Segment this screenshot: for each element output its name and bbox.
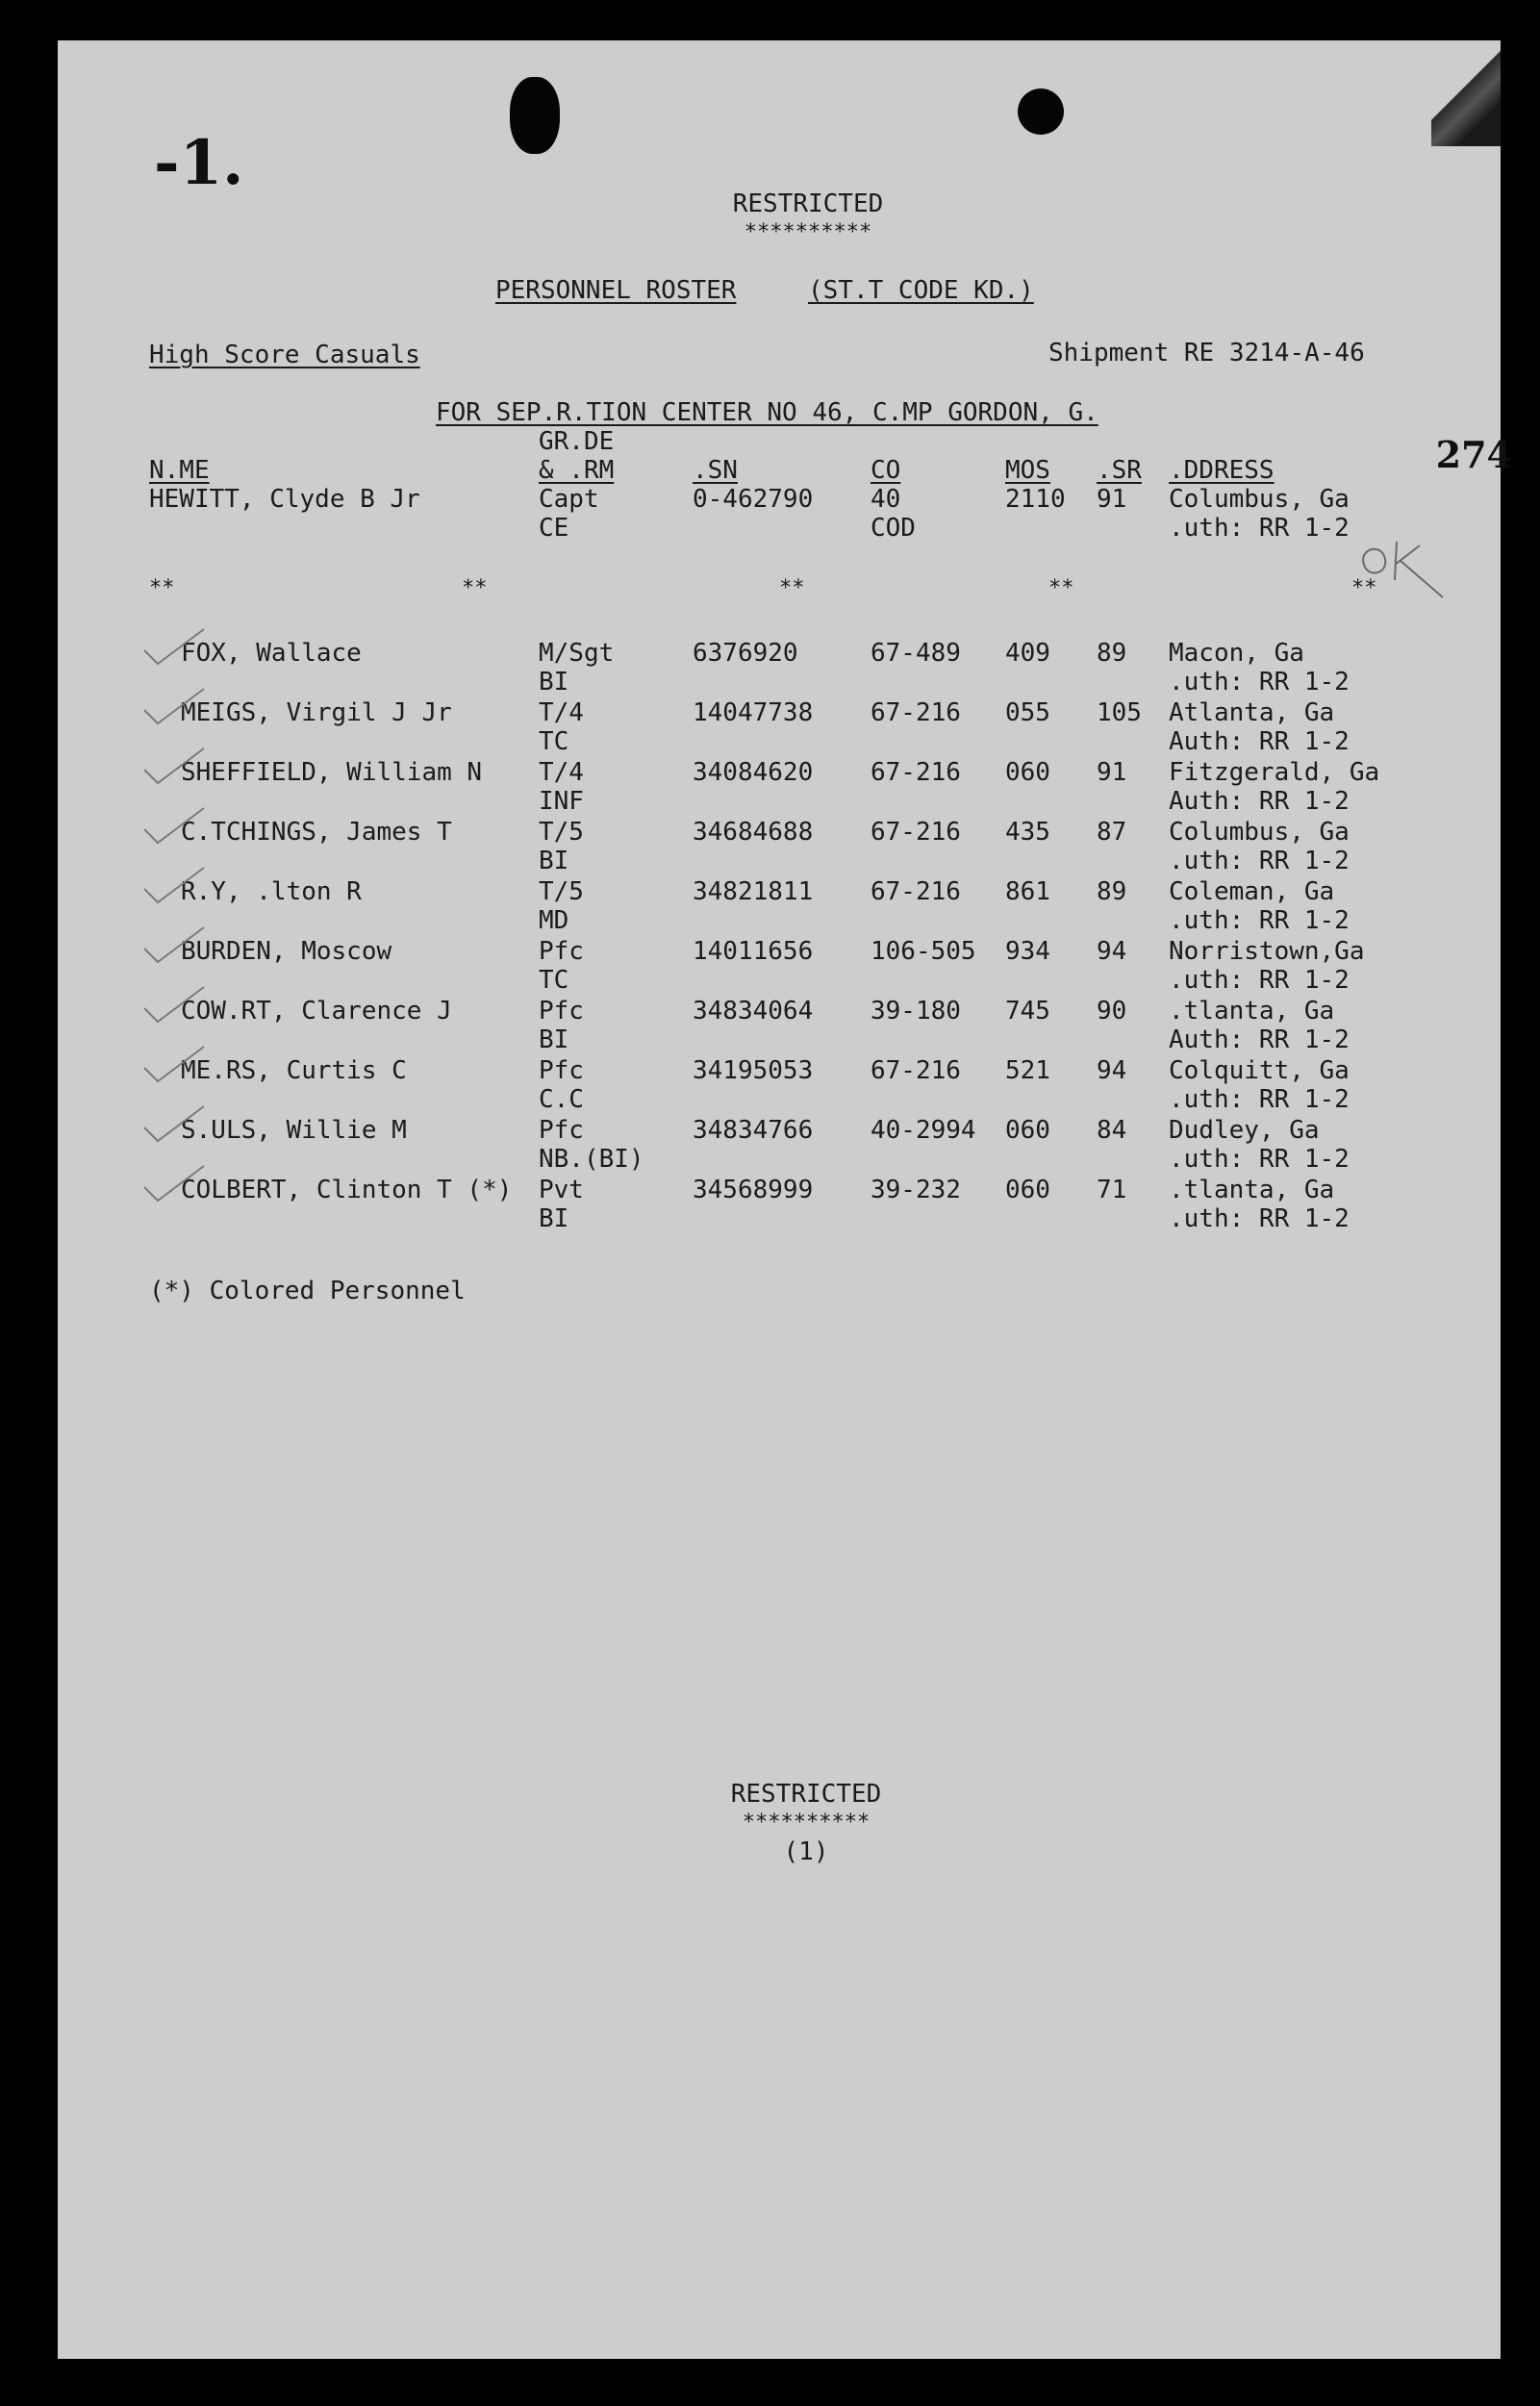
- col-co: CO: [871, 456, 901, 485]
- row-co: 67-216: [871, 818, 961, 847]
- row-asr: 90: [1097, 997, 1127, 1026]
- row-auth: Auth: RR 1-2: [1169, 727, 1350, 756]
- row-asn: 34195053: [693, 1056, 814, 1085]
- corner-handwritten-mark: -1.: [154, 127, 244, 199]
- row-mos: 934: [1005, 937, 1050, 966]
- row-name: MEIGS, Virgil J Jr: [181, 698, 452, 727]
- row-co: 39-232: [871, 1176, 961, 1204]
- col-address: .DDRESS: [1169, 456, 1275, 485]
- officer-name: HEWITT, Clyde B Jr: [149, 485, 420, 514]
- row-asr: 89: [1097, 639, 1127, 668]
- row-auth: .uth: RR 1-2: [1169, 906, 1350, 935]
- col-grade-bottom: & .RM: [539, 456, 615, 485]
- check-mark-icon: [140, 685, 208, 729]
- check-mark-icon: [140, 924, 208, 968]
- row-address: Coleman, Ga: [1169, 877, 1335, 906]
- row-grade: T/4: [539, 758, 584, 787]
- row-grade: Pfc: [539, 937, 584, 966]
- row-grade: Pfc: [539, 1056, 584, 1085]
- col-grade-top: GR.DE: [539, 427, 615, 456]
- row-asr: 87: [1097, 818, 1127, 847]
- classification-top: RESTRICTED: [732, 190, 884, 218]
- row-address: Fitzgerald, Ga: [1169, 758, 1380, 787]
- page-number: (1): [783, 1837, 829, 1866]
- row-asn: 34821811: [693, 877, 814, 906]
- row-address: Columbus, Ga: [1169, 818, 1350, 847]
- row-mos: 055: [1005, 698, 1050, 727]
- check-mark-icon: [140, 864, 208, 908]
- row-arm: MD: [539, 906, 569, 935]
- row-auth: Auth: RR 1-2: [1169, 787, 1350, 816]
- row-asn: 6376920: [693, 639, 798, 668]
- shipment-number: Shipment RE 3214-A-46: [1048, 339, 1365, 367]
- row-address: Macon, Ga: [1169, 639, 1304, 668]
- row-arm: BI: [539, 847, 569, 875]
- page-stamp-number: 274: [1435, 433, 1512, 476]
- row-auth: Auth: RR 1-2: [1169, 1026, 1350, 1054]
- row-grade: T/4: [539, 698, 584, 727]
- row-name: ME.RS, Curtis C: [181, 1056, 407, 1085]
- row-asn: 34084620: [693, 758, 814, 787]
- row-auth: .uth: RR 1-2: [1169, 1145, 1350, 1174]
- row-name: S.ULS, Willie M: [181, 1116, 407, 1145]
- row-grade: Pvt: [539, 1176, 584, 1204]
- row-mos: 060: [1005, 1176, 1050, 1204]
- separator-4: **: [1048, 576, 1074, 600]
- row-arm: TC: [539, 966, 569, 995]
- row-name: FOX, Wallace: [181, 639, 362, 668]
- row-asn: 34568999: [693, 1176, 814, 1204]
- row-name: COW.RT, Clarence J: [181, 997, 452, 1026]
- asterisks-top: **********: [744, 220, 872, 244]
- officer-mos: 2110: [1005, 485, 1066, 514]
- row-address: Atlanta, Ga: [1169, 698, 1335, 727]
- row-mos: 435: [1005, 818, 1050, 847]
- officer-address: Columbus, Ga: [1169, 485, 1350, 514]
- row-name: SHEFFIELD, William N: [181, 758, 483, 787]
- col-name: N.ME: [149, 456, 210, 485]
- check-mark-icon: [140, 1102, 208, 1147]
- row-asr: 94: [1097, 937, 1127, 966]
- row-mos: 060: [1005, 758, 1050, 787]
- row-asn: 14011656: [693, 937, 814, 966]
- handwritten-ok-text: OK: [1356, 536, 1358, 537]
- row-co: 67-216: [871, 877, 961, 906]
- row-grade: Pfc: [539, 1116, 584, 1145]
- row-co: 67-216: [871, 698, 961, 727]
- row-arm: NB.(BI): [539, 1145, 644, 1174]
- row-arm: BI: [539, 1026, 569, 1054]
- check-mark-icon: [140, 1043, 208, 1087]
- asterisks-bottom: **********: [742, 1811, 871, 1835]
- row-asr: 71: [1097, 1176, 1127, 1204]
- footnote: (*) Colored Personnel: [149, 1277, 466, 1305]
- row-grade: M/Sgt: [539, 639, 615, 668]
- row-address: Norristown,Ga: [1169, 937, 1365, 966]
- row-address: Dudley, Ga: [1169, 1116, 1320, 1145]
- row-grade: T/5: [539, 818, 584, 847]
- row-asn: 34834766: [693, 1116, 814, 1145]
- row-arm: INF: [539, 787, 584, 816]
- row-asn: 34834064: [693, 997, 814, 1026]
- row-name: R.Y, .lton R: [181, 877, 362, 906]
- roster-title: PERSONNEL ROSTER: [495, 276, 737, 305]
- row-asr: 105: [1097, 698, 1142, 727]
- row-address: Colquitt, Ga: [1169, 1056, 1350, 1085]
- officer-auth: .uth: RR 1-2: [1169, 514, 1350, 543]
- folded-corner: [1431, 40, 1501, 146]
- row-co: 106-505: [871, 937, 976, 966]
- row-arm: BI: [539, 668, 569, 696]
- row-auth: .uth: RR 1-2: [1169, 847, 1350, 875]
- row-name: BURDEN, Moscow: [181, 937, 392, 966]
- separator-2: **: [462, 576, 488, 600]
- punch-hole-left: [510, 77, 560, 154]
- row-address: .tlanta, Ga: [1169, 997, 1335, 1026]
- classification-bottom: RESTRICTED: [730, 1780, 882, 1809]
- row-mos: 060: [1005, 1116, 1050, 1145]
- separator-1: **: [149, 576, 175, 600]
- row-asr: 91: [1097, 758, 1127, 787]
- separator-5: **: [1351, 576, 1377, 600]
- check-mark-icon: [140, 1162, 208, 1206]
- row-arm: TC: [539, 727, 569, 756]
- row-co: 40-2994: [871, 1116, 976, 1145]
- row-auth: .uth: RR 1-2: [1169, 668, 1350, 696]
- row-asr: 89: [1097, 877, 1127, 906]
- row-mos: 745: [1005, 997, 1050, 1026]
- stat-code: (ST.T CODE KD.): [808, 276, 1034, 305]
- row-co: 39-180: [871, 997, 961, 1026]
- col-asn: .SN: [693, 456, 738, 485]
- row-asn: 14047738: [693, 698, 814, 727]
- row-grade: T/5: [539, 877, 584, 906]
- row-mos: 861: [1005, 877, 1050, 906]
- row-mos: 521: [1005, 1056, 1050, 1085]
- row-co: 67-216: [871, 758, 961, 787]
- row-auth: .uth: RR 1-2: [1169, 966, 1350, 995]
- row-address: .tlanta, Ga: [1169, 1176, 1335, 1204]
- row-co: 67-489: [871, 639, 961, 668]
- row-auth: .uth: RR 1-2: [1169, 1085, 1350, 1114]
- check-mark-icon: [140, 804, 208, 848]
- row-arm: C.C: [539, 1085, 584, 1114]
- officer-grade: Capt: [539, 485, 599, 514]
- document-page: [58, 40, 1512, 2359]
- row-name: C.TCHINGS, James T: [181, 818, 452, 847]
- row-co: 67-216: [871, 1056, 961, 1085]
- row-asn: 34684688: [693, 818, 814, 847]
- punch-hole-right: [1018, 89, 1064, 135]
- row-name: COLBERT, Clinton T (*): [181, 1176, 513, 1204]
- officer-asr: 91: [1097, 485, 1127, 514]
- check-mark-icon: [140, 625, 208, 670]
- officer-asn: 0-462790: [693, 485, 814, 514]
- row-mos: 409: [1005, 639, 1050, 668]
- destination-line: FOR SEP.R.TION CENTER NO 46, C.MP GORDON, G.: [436, 398, 1098, 427]
- row-asr: 94: [1097, 1056, 1127, 1085]
- high-score-casuals-label: High Score Casuals: [149, 341, 420, 369]
- check-mark-icon: [140, 983, 208, 1027]
- row-arm: BI: [539, 1204, 569, 1233]
- separator-3: **: [779, 576, 805, 600]
- officer-co: 40: [871, 485, 901, 514]
- officer-co2: COD: [871, 514, 916, 543]
- row-asr: 84: [1097, 1116, 1127, 1145]
- col-mos: MOS: [1005, 456, 1050, 485]
- check-mark-icon: [140, 745, 208, 789]
- col-asr: .SR: [1097, 456, 1142, 485]
- row-auth: .uth: RR 1-2: [1169, 1204, 1350, 1233]
- row-grade: Pfc: [539, 997, 584, 1026]
- officer-arm: CE: [539, 514, 569, 543]
